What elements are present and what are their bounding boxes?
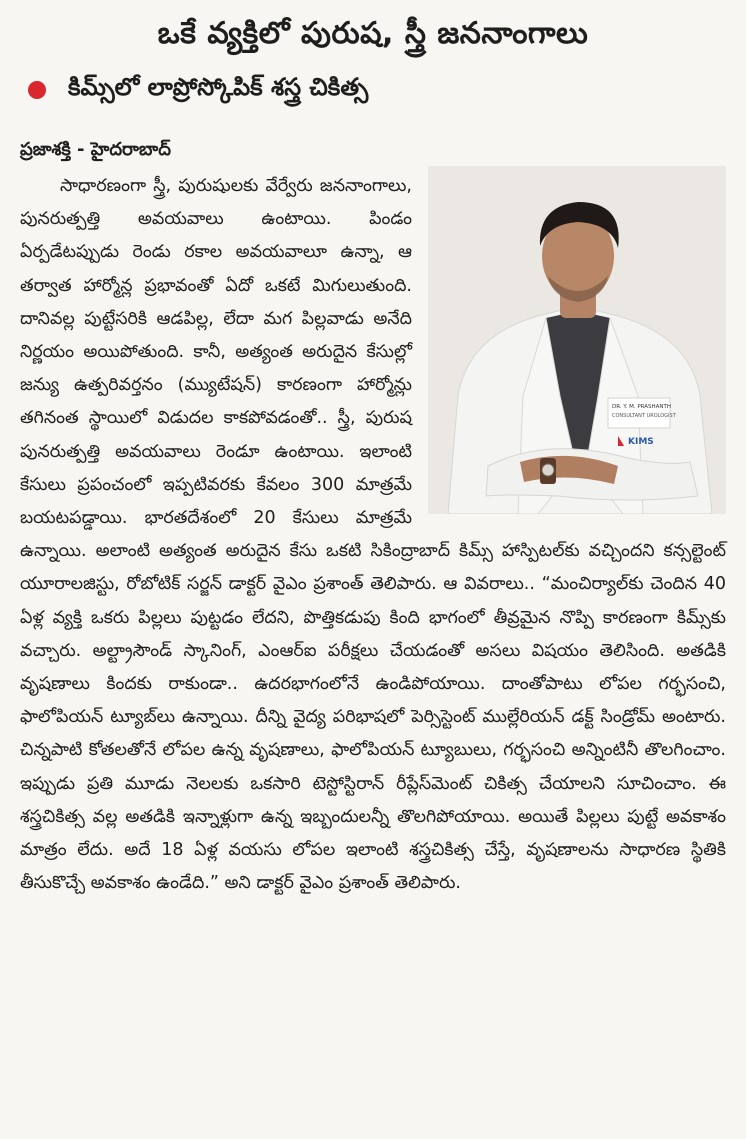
coat-badge-title: CONSULTANT UROLOGIST bbox=[612, 413, 676, 419]
headline: ఒకే వ్యక్తిలో పురుష, స్త్రీ జననాంగాలు bbox=[157, 16, 589, 51]
dateline: ప్రజాశక్తి - హైదరాబాద్ bbox=[20, 139, 171, 160]
article-paragraph: సాధారణంగా స్త్రీ, పురుషులకు వేర్వేరు జననాంగాలు, పునరుత్పత్తి అవయవాలు ఉంటాయి. పిండం ఏర్పడేటప్పుడు రెండు రకాల అవయవాలూ ఉన్నా, ఆ తర్వాత హార్మోన్ల ప్రభావంతో ఏదో ఒకటే మిగులుతుంది. దానివల్ల పుట్టేసరికి ఆడపిల్ల, లేదా మగ పిల్లవాడు అనేది నిర్ణయం అయిపోతుంది. కానీ, అత్యంత అరుదైన కేసుల్లో జన్యు ఉత్పరివర్తనం (మ్యుటేషన్) కారణంగా హార్మోన్లు తగినంత స్థాయిలో విడుదల కాకపోవడంతో.. స్త్రీ, పురుష పునరుత్పత్తి అవయవాలు రెండూ ఉంటాయి. ఇలాంటి కేసులు ప్రపంచంలో ఇప్పటివరకు కేవలం 300 మాత్రమే బయటపడ్డాయి. భారతదేశంలో 20 కేసులు మాత్రమే ఉన్నాయి. అలాంటి అత్యంత అరుదైన కేసు ఒకటి సికింద్రాబాద్ కిమ్స్ హాస్పిటల్‌కు వచ్చిందని కన్సల్టెంట్ యూరాలజిస్టు, రోబోటిక్ సర్జన్ డాక్టర్ వైఎం ప్రశాంత్ తెలిపారు. ఆ వివరాలు.. “మంచిర్యాల్‌కు చెందిన 40 ఏళ్ల వ్యక్తి ఒకరు పిల్లలు పుట్టడం లేదని, పొత్తికడుపు కింది భాగంలో తీవ్రమైన నొప్పి కారణంగా కిమ్స్‌కు వచ్చారు. అల్ట్రాసౌండ్ స్కానింగ్, ఎంఆర్ఐ పరీక్షలు చేయడంతో అసలు విషయం తెలిసింది. అతడికి వృషణాలు కిందకు రాకుండా.. ఉదరభాగంలోనే ఉండిపోయాయి. దాంతోపాటు లోపల గర్భసంచి, ఫాలోపియన్ ట్యూబ్‌లు ఉన్నాయి. దీన్ని వైద్య పరిభాషలో పెర్సిస్టెంట్ ముల్లేరియన్ డక్ట్ సిండ్రోమ్ అంటారు. చిన్నపాటి కోతలతోనే లోపల ఉన్న వృషణాలు, ఫాలోపియన్ ట్యూబులు, గర్భసంచి అన్నింటినీ తొలగించాం. ఇప్పుడు ప్రతి మూడు నెలలకు ఒకసారి టెస్టోస్టిరాన్ రీప్లేస్‌మెంట్ చికిత్స చేయాలని సూచించాం. ఈ శస్త్రచికిత్స వల్ల అతడికి ఇన్నాళ్లుగా ఉన్న ఇబ్బందులన్నీ తొలగిపోయాయి. అయితే పిల్లలు పుట్టే అవకాశం మాత్రం లేదు. అదే 18 ఏళ్ల వయసు లోపల ఇలాంటి శస్త్రచికిత్స చేస్తే, వృషణాలను సాధారణ స్థితికి తీసుకొచ్చే అవకాశం ఉండేది.” అని డాక్టర్ వైఎం ప్రశాంత్ తెలిపారు. bbox=[20, 176, 726, 894]
subheadline: కిమ్స్‌లో లాప్రోస్కోపిక్ శస్త్ర చికిత్స bbox=[68, 73, 369, 101]
article-body bbox=[20, 170, 726, 900]
photo-spacer bbox=[426, 170, 726, 518]
subheadline-row bbox=[28, 70, 368, 110]
coat-badge-name: DR. Y. M. PRASHANTH bbox=[612, 404, 672, 410]
red-bullet-icon bbox=[28, 81, 46, 99]
coat-logo: KIMS bbox=[628, 437, 654, 447]
